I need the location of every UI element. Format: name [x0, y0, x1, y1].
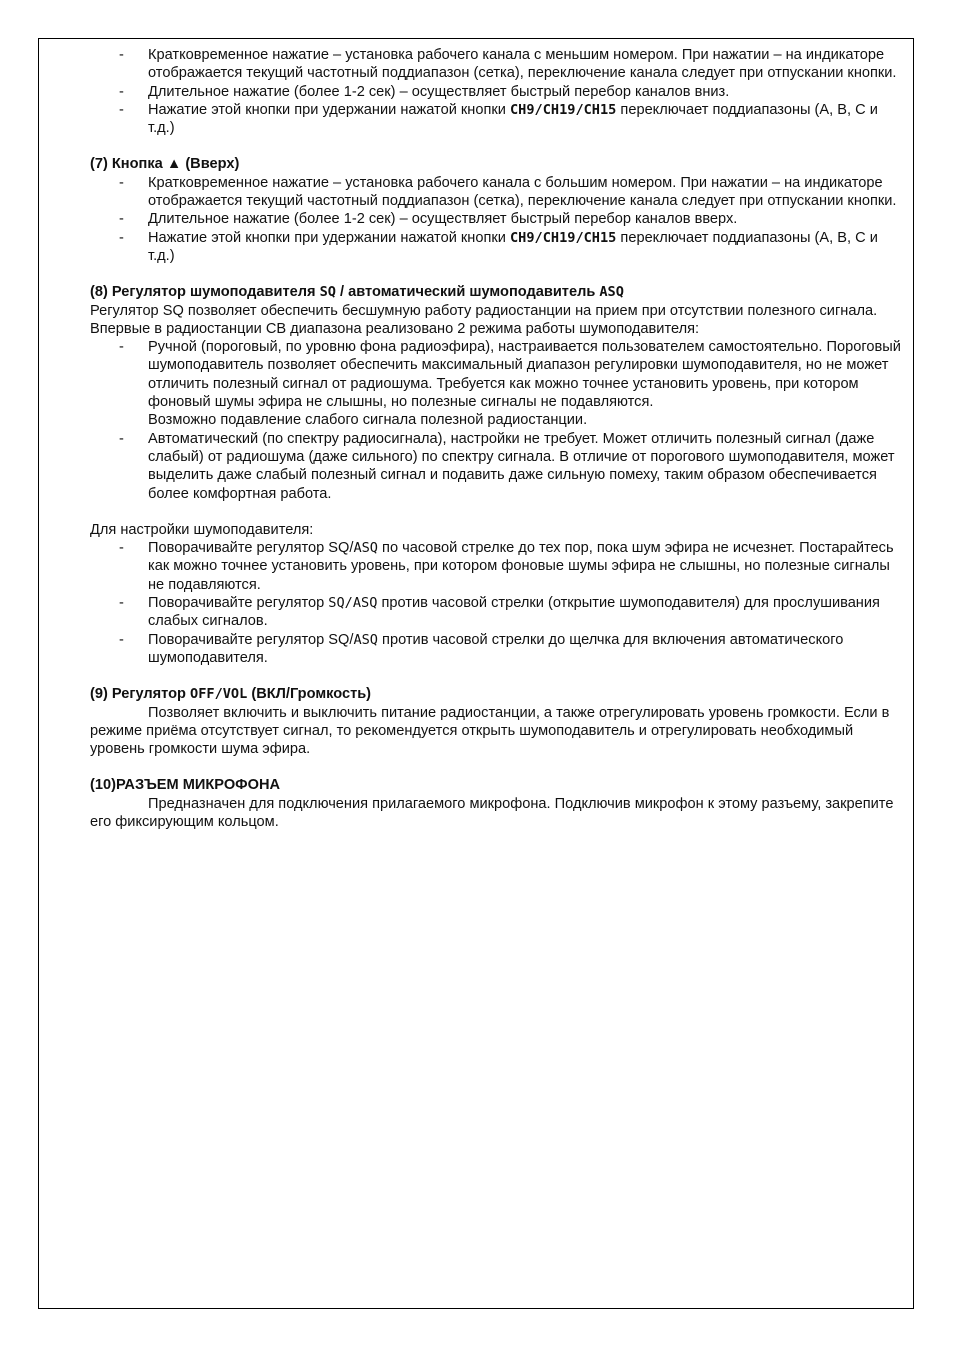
list-item-text: по часовой стрелке до тех пор, пока шум эфира не исчезнет. Постарайтесь как можно точнее установить уровень, при котором фоновые шумы эфира не слышны, но полезные сигналы не подавляются. [148, 540, 894, 593]
list-item [90, 539, 902, 594]
list-item-text: Длительное нажатие (более 1-2 сек) – осуществляет быстрый перебор каналов вниз. [148, 83, 730, 100]
list-item [90, 594, 902, 631]
paragraph: Для настройки шумоподавителя: [90, 521, 314, 538]
list-item [90, 430, 902, 503]
paragraph: Позволяет включить и выключить питание радиостанции, а также отрегулировать уровень громкости. Если в режиме приёма отсутствует сигнал, то рекомендуется открыть шумоподавитель и отрегулировать необходимый уровень громкости шума эфира. [90, 704, 890, 758]
list-item [90, 46, 902, 83]
section-9-heading [90, 685, 902, 703]
list-item-text: Поворачивайте регулятор [148, 595, 329, 612]
squelch-setup-list [90, 539, 902, 667]
list-item-text: Нажатие этой кнопки при удержании нажатой кнопки [148, 229, 510, 246]
heading-code: OFF/VOL [190, 686, 248, 703]
list-item-note: Возможно подавление слабого сигнала полезной радиостанции. [148, 412, 588, 429]
list-item-text: Длительное нажатие (более 1-2 сек) – осуществляет быстрый перебор каналов вверх. [148, 211, 738, 228]
list-item-text: Нажатие этой кнопки при удержании нажатой кнопки [148, 101, 510, 118]
heading-text: (8) Регулятор шумоподавителя [90, 284, 320, 301]
list-item [90, 83, 902, 101]
list-item [90, 631, 902, 668]
section-10-heading: (10)РАЗЪЕМ МИКРОФОНА [90, 777, 281, 794]
document-body [90, 46, 902, 831]
button-code: CH9/CH19/CH15 [509, 101, 617, 118]
control-code: SQ/ASQ [328, 595, 378, 612]
list-item-text: Кратковременное нажатие – установка рабочего канала с меньшим номером. При нажатии – на индикаторе отображается текущий частотный поддиапазон (сетка), переключение канала следует при отпускании кнопки. [148, 47, 897, 82]
list-item-text: против часовой стрелки до щелчка для включения автоматического шумоподавителя. [148, 631, 844, 666]
heading-code: SQ [319, 284, 336, 301]
list-item-text: Кратковременное нажатие – установка рабочего канала с большим номером. При нажатии – на индикаторе отображается текущий частотный поддиапазон (сетка), переключение канала следует при отпускании кнопки. [148, 174, 897, 210]
button-code: CH9/CH19/CH15 [509, 229, 617, 246]
paragraph: Регулятор SQ позволяет обеспечить бесшумную работу радиостанции на прием при отсутствии полезного сигнала. [90, 302, 878, 319]
list-item [90, 210, 902, 228]
list-item-text: переключает поддиапазоны (A, B, C и т.д.) [148, 229, 878, 264]
section-7-heading: (7) Кнопка ▲ (Вверх) [90, 156, 240, 173]
list-item-text: против часовой стрелки (открытие шумоподавителя) для прослушивания слабых сигналов. [148, 595, 880, 630]
squelch-modes-list [90, 338, 902, 503]
list-item [90, 174, 902, 211]
heading-text: (ВКЛ/Громкость) [247, 686, 372, 703]
button-up-list [90, 174, 902, 265]
list-item [90, 229, 902, 266]
paragraph: Предназначен для подключения прилагаемого микрофона. Подключив микрофон к этому разъему, закрепите его фиксирующим кольцом. [90, 795, 894, 830]
list-item [90, 338, 902, 429]
list-item-text: переключает поддиапазоны (A, B, C и т.д.) [148, 101, 878, 137]
heading-code: ASQ [599, 284, 624, 301]
list-item [90, 101, 902, 138]
paragraph: Впервые в радиостанции СВ диапазона реализовано 2 режима работы шумоподавителя: [90, 320, 700, 337]
list-item-text: Поворачивайте регулятор SQ/ [148, 540, 354, 557]
control-code: ASQ [353, 540, 378, 557]
button-down-list [90, 46, 902, 137]
heading-text: / автоматический шумоподавитель [335, 284, 600, 301]
section-8-heading [90, 283, 902, 301]
list-item-text: Поворачивайте регулятор SQ/ [148, 631, 354, 648]
heading-text: (9) Регулятор [90, 686, 191, 703]
control-code: ASQ [353, 631, 378, 648]
list-item-text: Ручной (пороговый, по уровню фона радиоэфира), настраивается пользователем самостоятельно. Пороговый шумоподавитель позволяет обеспечить максимальный диапазон регулировки шумоподавителя, но не может отличить полезный сигнал от радиошума. Требуется как можно точнее установить уровень, при котором фоновый шумы эфира не слышны, но полезные сигналы не подавляются. [148, 339, 901, 411]
list-item-text: Автоматический (по спектру радиосигнала), настройки не требует. Может отличить полезный сигнал (даже слабый) от радиошума (даже сильного) по спектру сигнала. В отличие от порогового шумоподавителя, может выделить даже слабый полезный сигнал и подавить даже сильную помеху, таким образом обеспечивается более комфортная работа. [148, 430, 895, 502]
